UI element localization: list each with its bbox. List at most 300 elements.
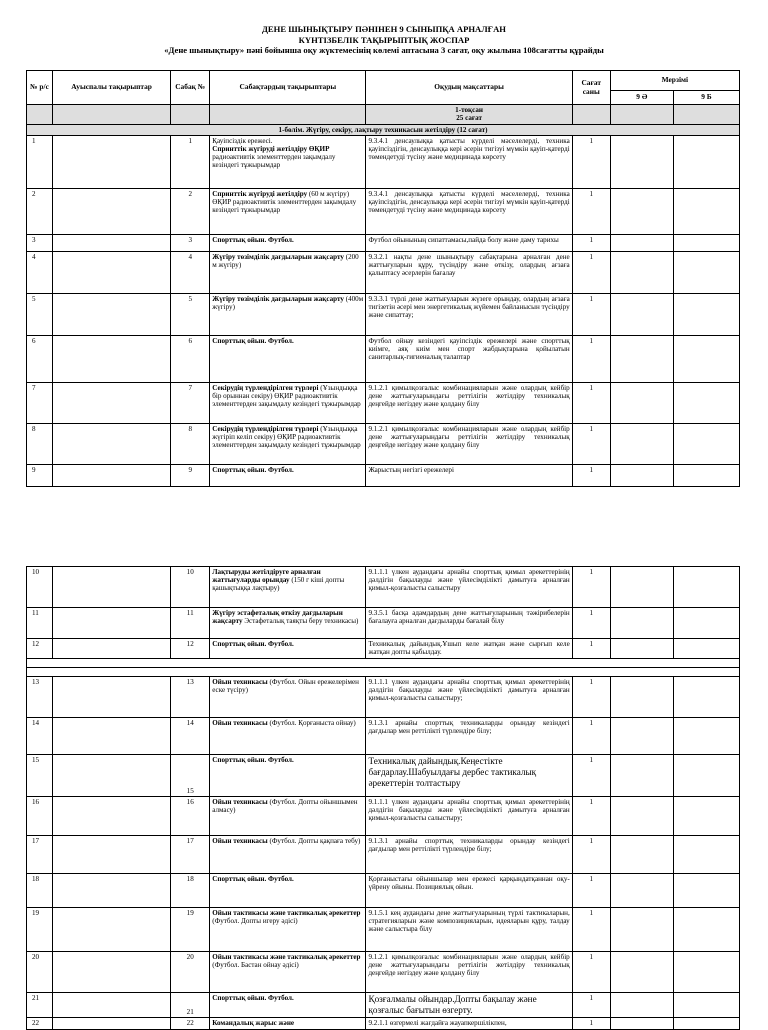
aim-cell bbox=[366, 424, 572, 465]
lesson-number: 12 bbox=[186, 640, 194, 648]
table-row bbox=[27, 908, 740, 952]
aim-text: 9.1.3.1 арнайы спорттық техникаларды орындау кезіндегі дағдылар мен реттілікті түрлендіре білу; bbox=[368, 837, 570, 853]
topic-title: Ойын тактикасы және тактикалық әрекеттер bbox=[212, 909, 361, 917]
table-row bbox=[27, 1017, 740, 1029]
row-number: 7 bbox=[32, 384, 36, 392]
lesson-number-cell bbox=[171, 639, 210, 659]
hours-value: 1 bbox=[589, 236, 594, 244]
lesson-number-cell bbox=[171, 383, 210, 424]
hours-cell bbox=[572, 136, 610, 189]
topic-detail: (Ұзындыққа бір орыннан секіру) ӨҚИР радиоактивтік элементтерден зақымдалу кезіндегі тұжырымдар bbox=[212, 384, 361, 408]
aim-text: 9.1.5.1 кең аудандағы дене жаттығуларының түрлі тактикаларын, стратегияларын және композицияларын, идеяларын құру, талдау және салыстыра білу bbox=[368, 909, 570, 933]
aim-text: 9.3.3.1 түрлі дене жаттығуларын жүзеге орындау, олардың ағзаға тигізетін әсері мен энергетикалық жүйемен байланысын түсіндіру және сипаттау; bbox=[368, 295, 570, 319]
topic-cell bbox=[210, 797, 366, 836]
topic-title: Спорттық ойын. Футбол. bbox=[212, 640, 294, 648]
lesson-number: 9 bbox=[188, 466, 192, 474]
lesson-number: 1 bbox=[188, 137, 192, 145]
lesson-number: 22 bbox=[186, 1018, 194, 1027]
topic-title: Лақтыруды жетілдіруге арналған жаттығуларды орындау bbox=[212, 568, 321, 584]
section-cell bbox=[53, 465, 171, 487]
topic-cell bbox=[210, 294, 366, 336]
row-number-cell bbox=[27, 608, 53, 639]
table-row bbox=[27, 608, 740, 639]
hours-value: 1 bbox=[589, 253, 594, 261]
header-line-3: «Дене шынықтыру» пәні бойынша оқу жүктемесінің көлемі аптасына 3 сағат, оқу жылына 108сағатты құрайды bbox=[164, 45, 604, 55]
date-9a-cell bbox=[610, 874, 673, 908]
row-number-cell bbox=[27, 677, 53, 718]
topic-detail: Эстафеталық таяқты беру техникасы) bbox=[244, 617, 359, 625]
date-9b-cell bbox=[673, 136, 739, 189]
date-9a-cell bbox=[610, 639, 673, 659]
lesson-number-cell bbox=[171, 836, 210, 874]
aim-cell bbox=[366, 567, 572, 608]
date-9a-cell bbox=[610, 608, 673, 639]
date-9b-cell bbox=[673, 718, 739, 755]
topic-cell bbox=[210, 235, 366, 252]
section-cell bbox=[53, 608, 171, 639]
aim-cell bbox=[366, 465, 572, 487]
hours-cell bbox=[572, 677, 610, 718]
blank-row bbox=[27, 668, 740, 677]
row-number: 4 bbox=[32, 253, 36, 261]
table-row bbox=[27, 235, 740, 252]
hours-value: 1 bbox=[589, 756, 594, 764]
row-number: 21 bbox=[32, 994, 40, 1002]
topic-title: Спорттық ойын. Футбол. bbox=[212, 236, 294, 244]
lesson-number-cell bbox=[171, 874, 210, 908]
row-number: 6 bbox=[32, 337, 36, 345]
row-number: 22 bbox=[32, 1018, 40, 1027]
row-number: 9 bbox=[32, 466, 36, 474]
date-9a-cell bbox=[610, 252, 673, 294]
row-number: 5 bbox=[32, 295, 36, 303]
hours-cell bbox=[572, 952, 610, 993]
hours-cell bbox=[572, 465, 610, 487]
lesson-number-cell bbox=[171, 797, 210, 836]
header-line-1: ДЕНЕ ШЫНЫҚТЫРУ ПӘНІНЕН 9 СЫНЫПҚА АРНАЛҒАН bbox=[261, 24, 506, 34]
date-9b-cell bbox=[673, 189, 739, 235]
hours-value: 1 bbox=[589, 953, 594, 961]
row-number: 8 bbox=[32, 425, 36, 433]
hours-cell bbox=[572, 993, 610, 1018]
hours-cell bbox=[572, 189, 610, 235]
aim-cell bbox=[366, 294, 572, 336]
table-row bbox=[27, 383, 740, 424]
lesson-number-cell bbox=[171, 465, 210, 487]
lesson-number: 19 bbox=[186, 909, 194, 917]
lesson-number: 3 bbox=[188, 236, 192, 244]
topic-cell bbox=[210, 836, 366, 874]
aim-text: Техникалық дайындық.Кеңестікте бағдарлау.Шабуылдағы дербес тактикалық әрекеттерін толтастыру bbox=[368, 756, 537, 788]
topic-title: Спринттік жүгіруді жетілдіру ӨҚИР bbox=[212, 145, 330, 153]
date-9a-cell bbox=[610, 755, 673, 797]
col-header-aims: Оқудың мақсаттары bbox=[366, 71, 572, 105]
aim-text: Қозғалмалы ойындар.Допты бақылау және қозғалыс бағытын өзгерту. bbox=[368, 994, 537, 1015]
aim-text: 9.1.2.1 қимылқозғалыс комбинацияларын және олардың кейбір дене жаттығуларындағы реттілігін жетілдіру техникалық деңгейде негіздеу және қолдану білу bbox=[368, 384, 570, 408]
quarter-row bbox=[27, 105, 740, 125]
date-9b-cell bbox=[673, 993, 739, 1018]
topic-detail: (Футбол. Қорғаныста ойнау) bbox=[269, 719, 356, 727]
lesson-number-cell bbox=[171, 235, 210, 252]
topic-cell bbox=[210, 136, 366, 189]
row-number-cell bbox=[27, 465, 53, 487]
row-number: 2 bbox=[32, 190, 36, 198]
hours-cell bbox=[572, 567, 610, 608]
lesson-number-cell bbox=[171, 336, 210, 383]
col-header-hours: Сағат саны bbox=[572, 71, 610, 105]
row-number: 13 bbox=[32, 678, 40, 686]
aim-text: 9.3.4.1 денсаулыққа қатысты күрделі мәселелерді, техника қауіпсіздігін, денсаулыққа кері әсерін тигізуі мүмкін қауіп-қатерді төмендетуді түсіну және медицинада көрсету bbox=[368, 190, 570, 214]
quarter-hours: 25 сағат bbox=[456, 114, 482, 122]
row-number: 11 bbox=[32, 609, 39, 617]
row-number-cell bbox=[27, 136, 53, 189]
date-9b-cell bbox=[673, 836, 739, 874]
section-cell bbox=[53, 294, 171, 336]
table-row bbox=[27, 718, 740, 755]
date-9b-cell bbox=[673, 383, 739, 424]
aim-cell bbox=[366, 336, 572, 383]
table-header bbox=[27, 71, 740, 105]
aim-text: 9.1.2.1 қимылқозғалыс комбинацияларын және олардың кейбір дене жаттығуларындағы реттілігін жетілдіру техникалық деңгейде негіздеу және қолдану білу bbox=[368, 953, 570, 977]
lesson-number-cell bbox=[171, 755, 210, 797]
section-cell bbox=[53, 567, 171, 608]
row-number-cell bbox=[27, 189, 53, 235]
aim-text: 9.1.1.1 үлкен аудандағы арнайы спорттық қимыл әрекеттерінің дәлдігін бақылауды және үйлесімділікті дамытуға арналған қимыл-қозғалысты салыстыру bbox=[368, 568, 570, 592]
topic-cell bbox=[210, 252, 366, 294]
aim-cell bbox=[366, 189, 572, 235]
date-9a-cell bbox=[610, 836, 673, 874]
col-header-date: Мерзімі bbox=[610, 71, 739, 91]
date-9a-cell bbox=[610, 235, 673, 252]
lesson-number: 13 bbox=[186, 678, 194, 686]
table-row bbox=[27, 252, 740, 294]
date-9a-cell bbox=[610, 189, 673, 235]
lesson-number-cell bbox=[171, 677, 210, 718]
document-header bbox=[0, 24, 768, 56]
table-row bbox=[27, 836, 740, 874]
topic-cell bbox=[210, 189, 366, 235]
lesson-number: 20 bbox=[186, 953, 194, 961]
table-row bbox=[27, 952, 740, 993]
plan-table-page-1 bbox=[26, 70, 740, 487]
table-row bbox=[27, 755, 740, 797]
aim-cell bbox=[366, 608, 572, 639]
row-number-cell bbox=[27, 567, 53, 608]
topic-title: Жүгіру төзімділік дағдыларын жақсарту bbox=[212, 295, 344, 303]
table-row bbox=[27, 993, 740, 1018]
date-9a-cell bbox=[610, 797, 673, 836]
row-number-cell bbox=[27, 952, 53, 993]
date-9a-cell bbox=[610, 718, 673, 755]
topic-title: Ойын техникасы bbox=[212, 678, 268, 686]
topic-detail: (60 м жүгіру) ӨҚИР радиоактивтік элементтерден зақымдалу кезіндегі тұжырымдар bbox=[212, 190, 357, 214]
date-9b-cell bbox=[673, 639, 739, 659]
date-9a-cell bbox=[610, 294, 673, 336]
col-header-class-a: 9 Ә bbox=[610, 91, 673, 105]
section-cell bbox=[53, 1017, 171, 1029]
hours-value: 1 bbox=[589, 609, 594, 617]
topic-cell bbox=[210, 677, 366, 718]
aim-text: 9.3.2.1 нақты дене шынықтыру сабақтарына арналған дене жаттығуларын құру, түсіндіру және өткізу, олардың ағзаға қалыптасу әсерлерін бағалау bbox=[368, 253, 570, 277]
topic-title: Ойын техникасы bbox=[212, 837, 268, 845]
section-cell bbox=[53, 908, 171, 952]
row-number-cell bbox=[27, 908, 53, 952]
table-row bbox=[27, 639, 740, 659]
table-row bbox=[27, 874, 740, 908]
topic-title: Жүгіру төзімділік дағдыларын жақсарту bbox=[212, 253, 344, 261]
lesson-number: 7 bbox=[188, 384, 192, 392]
row-number-cell bbox=[27, 718, 53, 755]
date-9b-cell bbox=[673, 465, 739, 487]
date-9b-cell bbox=[673, 952, 739, 993]
aim-text: 9.3.4.1 денсаулыққа қатысты күрделі мәселелерді, техника қауіпсіздігін, денсаулыққа кері әсерін тигізуі мүмкін қауіп-қатерді төмендетуді түсіну және медицинада көрсету bbox=[368, 137, 570, 161]
aim-cell bbox=[366, 252, 572, 294]
row-number-cell bbox=[27, 797, 53, 836]
section-title: 1-бөлім. Жүгіру, секіру, лақтыру техникасын жетілдіру (12 сағат) bbox=[27, 125, 740, 136]
table-row bbox=[27, 136, 740, 189]
topic-cell bbox=[210, 908, 366, 952]
aim-cell bbox=[366, 755, 572, 797]
topic-cell bbox=[210, 1017, 366, 1029]
topic-title: Ойын тактикасы және тактикалық әрекеттер bbox=[212, 953, 361, 961]
section-cell bbox=[53, 252, 171, 294]
topic-title: Ойын техникасы bbox=[212, 719, 268, 727]
aim-text: Техникалық дайындық.Ұшып келе жатқан және сырғып келе жатқан допты қабылдау. bbox=[368, 640, 570, 656]
table-row bbox=[27, 797, 740, 836]
date-9b-cell bbox=[673, 797, 739, 836]
hours-cell bbox=[572, 383, 610, 424]
lesson-number-cell bbox=[171, 952, 210, 993]
aim-cell bbox=[366, 1017, 572, 1029]
hours-value: 1 bbox=[589, 295, 594, 303]
row-number: 3 bbox=[32, 236, 36, 244]
row-number-cell bbox=[27, 836, 53, 874]
aim-cell bbox=[366, 993, 572, 1018]
aim-cell bbox=[366, 836, 572, 874]
topic-detail: (Футбол. Бастан ойнау әдісі) bbox=[212, 961, 299, 969]
hours-cell bbox=[572, 908, 610, 952]
date-9a-cell bbox=[610, 1017, 673, 1029]
date-9b-cell bbox=[673, 677, 739, 718]
date-9b-cell bbox=[673, 908, 739, 952]
hours-value: 1 bbox=[589, 719, 594, 727]
date-9a-cell bbox=[610, 136, 673, 189]
aim-cell bbox=[366, 718, 572, 755]
row-number-cell bbox=[27, 294, 53, 336]
topic-detail: (Футбол. Ойын ережелерімен еске түсіру) bbox=[212, 678, 359, 694]
topic-cell bbox=[210, 874, 366, 908]
col-header-section: Ауыспалы тақырыптар bbox=[53, 71, 171, 105]
lesson-number: 15 bbox=[186, 787, 194, 795]
topic-title: Спорттық ойын. Футбол. bbox=[212, 875, 294, 883]
aim-text: 9.1.2.1 қимылқозғалыс комбинацияларын және олардың кейбір дене жаттығуларындағы реттілігін жетілдіру техникалық деңгейде негіздеу және қолдану білу bbox=[368, 425, 570, 449]
lesson-number: 17 bbox=[186, 837, 194, 845]
section-cell bbox=[53, 718, 171, 755]
aim-text: Футбол ойынының сипаттамасы,пайда болу және даму тарихы bbox=[368, 236, 559, 244]
topic-cell bbox=[210, 639, 366, 659]
hours-cell bbox=[572, 797, 610, 836]
topic-detail: (400м жүгіру) bbox=[212, 295, 364, 311]
row-number: 19 bbox=[32, 909, 40, 917]
topic-title: Ойын техникасы bbox=[212, 798, 268, 806]
aim-cell bbox=[366, 639, 572, 659]
hours-cell bbox=[572, 874, 610, 908]
date-9b-cell bbox=[673, 336, 739, 383]
lesson-number: 6 bbox=[188, 337, 192, 345]
date-9b-cell bbox=[673, 294, 739, 336]
row-number: 18 bbox=[32, 875, 40, 883]
hours-value: 1 bbox=[589, 425, 594, 433]
row-number-cell bbox=[27, 993, 53, 1018]
aim-text: 9.3.5.1 басқа адамдардың дене жаттығуларының тәжірибелерін бағалауға арналған дағдыларды бағалай білу bbox=[368, 609, 570, 625]
lesson-number: 2 bbox=[188, 190, 192, 198]
topic-cell bbox=[210, 567, 366, 608]
row-number: 12 bbox=[32, 640, 40, 648]
aim-text: Жарыстың негізгі ережелері bbox=[368, 466, 454, 474]
section-cell bbox=[53, 235, 171, 252]
aim-cell bbox=[366, 136, 572, 189]
section-cell bbox=[53, 424, 171, 465]
lesson-number: 14 bbox=[186, 719, 194, 727]
row-number-cell bbox=[27, 874, 53, 908]
header-line-2: КҮНТІЗБЕЛІК ТАҚЫРЫПТЫҚ ЖОСПАР bbox=[298, 34, 470, 45]
hours-value: 1 bbox=[589, 837, 594, 845]
table-row bbox=[27, 424, 740, 465]
topic-title: Спорттық ойын. Футбол. bbox=[212, 466, 294, 474]
hours-cell bbox=[572, 639, 610, 659]
hours-cell bbox=[572, 755, 610, 797]
lesson-number-cell bbox=[171, 294, 210, 336]
date-9b-cell bbox=[673, 424, 739, 465]
topic-title: Жүгіру эстафеталық өткізу дағдыларын жақсарту bbox=[212, 609, 343, 625]
aim-cell bbox=[366, 952, 572, 993]
hours-value: 1 bbox=[589, 190, 594, 198]
topic-title: Спорттық ойын. Футбол. bbox=[212, 994, 294, 1002]
hours-value: 1 bbox=[589, 909, 594, 917]
date-9a-cell bbox=[610, 424, 673, 465]
aim-text: 9.2.1.1 өзгермелі жағдайға жауапкершілікпен, bbox=[368, 1018, 507, 1027]
topic-title: Секірудің түрлендірілген түрлері bbox=[212, 384, 319, 392]
section-cell bbox=[53, 383, 171, 424]
date-9b-cell bbox=[673, 567, 739, 608]
hours-cell bbox=[572, 336, 610, 383]
lesson-number-cell bbox=[171, 908, 210, 952]
hours-value: 1 bbox=[589, 384, 594, 392]
table-row bbox=[27, 189, 740, 235]
aim-cell bbox=[366, 797, 572, 836]
col-header-topic: Сабақтардың тақырыптары bbox=[210, 71, 366, 105]
date-9a-cell bbox=[610, 677, 673, 718]
hours-cell bbox=[572, 718, 610, 755]
date-9a-cell bbox=[610, 993, 673, 1018]
lesson-number: 21 bbox=[186, 1007, 194, 1016]
section-cell bbox=[53, 797, 171, 836]
lesson-number-cell bbox=[171, 718, 210, 755]
aim-text: Қорғаныстағы ойыншылар мен ережесі қарқындатқаннан оқу-үйрену ойыны. Позициялық ойын. bbox=[368, 875, 570, 891]
quarter-title: 1-тоқсан bbox=[455, 106, 483, 114]
aim-text: 9.1.3.1 арнайы спорттық техникаларды орындау кезіндегі дағдылар мен реттілікті түрлендіре білу; bbox=[368, 719, 570, 735]
aim-cell bbox=[366, 874, 572, 908]
row-number: 1 bbox=[32, 137, 36, 145]
topic-detail: (150 г кіші допты қашықтыққа лақтыру) bbox=[212, 576, 345, 592]
row-number-cell bbox=[27, 383, 53, 424]
row-number: 16 bbox=[32, 798, 40, 806]
section-cell bbox=[53, 755, 171, 797]
row-number: 14 bbox=[32, 719, 40, 727]
aim-text: Футбол ойнау кезіндегі қауіпсіздік ережелері және спорттық киімге, аяқ киім мен спорт жабдықтарына қойылатын санитарлық-гигиеналық талаптар bbox=[368, 337, 570, 361]
hours-value: 1 bbox=[589, 568, 594, 576]
hours-cell bbox=[572, 294, 610, 336]
topic-detail: (200 м жүгіру) bbox=[212, 253, 359, 269]
aim-cell bbox=[366, 908, 572, 952]
topic-detail: (Футбол. Допты қақпаға тебу) bbox=[269, 837, 361, 845]
lesson-number-cell bbox=[171, 1017, 210, 1029]
section-cell bbox=[53, 189, 171, 235]
section-row bbox=[27, 125, 740, 136]
aim-text: 9.1.1.1 үлкен аудандағы арнайы спорттық қимыл әрекеттерінің дәлдігін бақылауды және үйлесімділікті дамытуға арналған қимыл-қозғалысты салыстыру; bbox=[368, 798, 570, 822]
row-number: 15 bbox=[32, 756, 40, 764]
aim-text: 9.1.1.1 үлкен аудандағы арнайы спорттық қимыл әрекеттерінің дәлдігін бақылауды және үйлесімділікті дамытуға арналған қимыл-қозғалысты салыстыру; bbox=[368, 678, 570, 702]
section-cell bbox=[53, 993, 171, 1018]
hours-cell bbox=[572, 1017, 610, 1029]
hours-value: 1 bbox=[589, 875, 594, 883]
row-number: 20 bbox=[32, 953, 40, 961]
lesson-number: 11 bbox=[186, 609, 194, 617]
aim-cell bbox=[366, 235, 572, 252]
aim-cell bbox=[366, 383, 572, 424]
section-cell bbox=[53, 136, 171, 189]
hours-value: 1 bbox=[589, 1018, 594, 1027]
lesson-number-cell bbox=[171, 189, 210, 235]
col-header-no: № р/с bbox=[27, 71, 53, 105]
aim-cell bbox=[366, 677, 572, 718]
section-cell bbox=[53, 336, 171, 383]
lesson-number: 16 bbox=[186, 798, 194, 806]
plan-table-page-2 bbox=[26, 566, 740, 1030]
row-number-cell bbox=[27, 235, 53, 252]
row-number-cell bbox=[27, 1017, 53, 1029]
row-number: 10 bbox=[32, 568, 40, 576]
hours-value: 1 bbox=[589, 466, 594, 474]
section-cell bbox=[53, 677, 171, 718]
row-number-cell bbox=[27, 424, 53, 465]
hours-cell bbox=[572, 836, 610, 874]
lesson-number: 18 bbox=[186, 875, 194, 883]
lesson-number-cell bbox=[171, 136, 210, 189]
table-row bbox=[27, 294, 740, 336]
hours-value: 1 bbox=[589, 678, 594, 686]
topic-cell bbox=[210, 608, 366, 639]
hours-cell bbox=[572, 424, 610, 465]
date-9b-cell bbox=[673, 252, 739, 294]
topic-cell bbox=[210, 424, 366, 465]
topic-detail: (Ұзындыққа жүгіріп келіп секіру) ӨҚИР радиоактивтік элементтерден зақымдалу кезіндегі тұжырымдар bbox=[212, 425, 361, 449]
topic-cell bbox=[210, 993, 366, 1018]
topic-title: Командалық жарыс және bbox=[212, 1018, 295, 1027]
date-9a-cell bbox=[610, 567, 673, 608]
topic-title: Спринттік жүгіруді жетілдіру bbox=[212, 190, 308, 198]
date-9a-cell bbox=[610, 952, 673, 993]
date-9b-cell bbox=[673, 1017, 739, 1029]
date-9a-cell bbox=[610, 383, 673, 424]
col-header-lesson: Сабақ № bbox=[171, 71, 210, 105]
lesson-number-cell bbox=[171, 567, 210, 608]
topic-detail: (Футбол. Допты ойыншымен алмасу) bbox=[212, 798, 358, 814]
table-row bbox=[27, 336, 740, 383]
row-number-cell bbox=[27, 252, 53, 294]
hours-cell bbox=[572, 252, 610, 294]
date-9b-cell bbox=[673, 608, 739, 639]
